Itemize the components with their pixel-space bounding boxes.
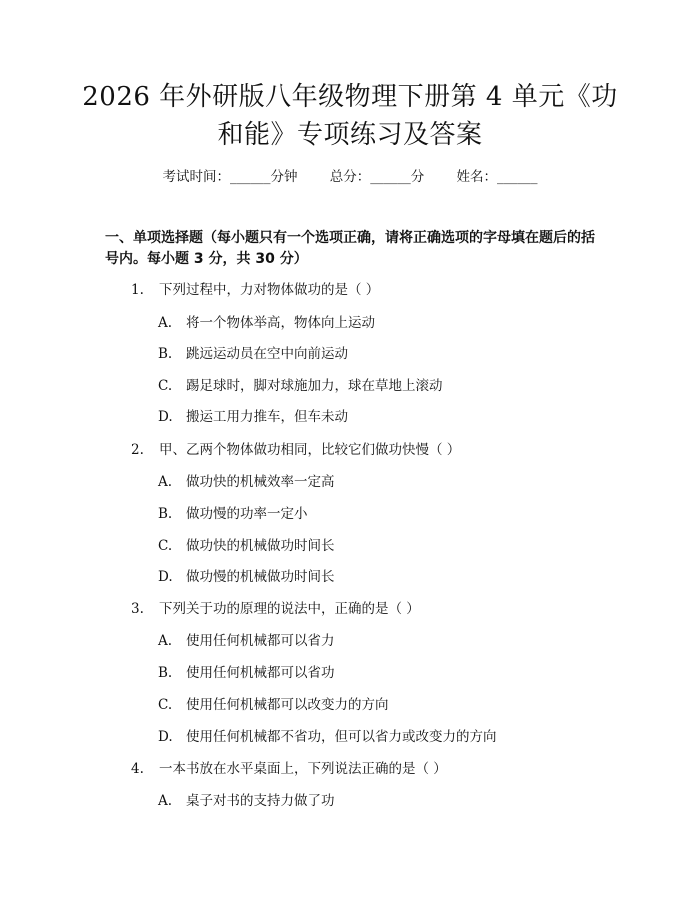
option — [158, 663, 335, 683]
question — [131, 759, 447, 779]
option — [158, 631, 335, 651]
question-text: 一本书放在水平桌面上，下列说法正确的是（ ） — [159, 761, 447, 777]
option-text: 跳远运动员在空中向前运动 — [186, 346, 348, 362]
question-text: 下列关于功的原理的说法中，正确的是（ ） — [159, 601, 420, 617]
option-text: 踢足球时，脚对球施加力，球在草地上滚动 — [186, 378, 443, 394]
option-text: 搬运工用力推车，但车未动 — [186, 409, 348, 425]
question-text: 下列过程中，力对物体做功的是（ ） — [159, 282, 380, 298]
question-number: 4. — [131, 761, 144, 777]
document-title-line2: 和能》专项练习及答案 — [217, 120, 483, 150]
option — [158, 407, 348, 427]
question-text: 甲、乙两个物体做功相同，比较它们做功快慢（ ） — [159, 442, 461, 458]
option-letter: A. — [158, 315, 173, 331]
option-text: 做功快的机械做功时间长 — [186, 538, 335, 554]
option-letter: C. — [158, 697, 173, 713]
exam-time-field: 考试时间：______分钟 — [162, 169, 298, 185]
option-text: 做功慢的机械做功时间长 — [186, 569, 335, 585]
option-letter: D. — [158, 409, 173, 425]
option-letter: C. — [158, 378, 173, 394]
option-letter: A. — [158, 474, 173, 490]
option-text: 使用任何机械都可以省力 — [186, 633, 335, 649]
option-letter: A. — [158, 793, 173, 809]
section-heading-line1: 一、单项选择题（每小题只有一个选项正确，请将正确选项的字母填在题后的括 — [105, 230, 595, 246]
option — [158, 376, 443, 396]
option — [158, 344, 348, 364]
question — [131, 599, 420, 619]
option — [158, 472, 335, 492]
option-letter: D. — [158, 729, 173, 745]
document-title-line1: 2026 年外研版八年级物理下册第 4 单元《功 — [82, 82, 618, 112]
option-text: 桌子对书的支持力做了功 — [186, 793, 335, 809]
option — [158, 536, 335, 556]
option-text: 使用任何机械都可以改变力的方向 — [186, 697, 389, 713]
option-text: 做功慢的功率一定小 — [186, 506, 308, 522]
question-number: 2. — [131, 442, 144, 458]
option-text: 做功快的机械效率一定高 — [186, 474, 335, 490]
total-score-field: 总分：______分 — [329, 169, 425, 185]
option — [158, 727, 497, 747]
option-letter: C. — [158, 538, 173, 554]
option-letter: B. — [158, 665, 173, 681]
question-number: 1. — [131, 282, 144, 298]
option-letter: B. — [158, 506, 173, 522]
option — [158, 695, 389, 715]
name-field: 姓名：______ — [456, 169, 538, 185]
option-text: 使用任何机械都可以省功 — [186, 665, 335, 681]
option — [158, 504, 308, 524]
option-letter: A. — [158, 633, 173, 649]
option — [158, 791, 335, 811]
option — [158, 313, 375, 333]
question — [131, 280, 379, 300]
option-letter: B. — [158, 346, 173, 362]
question — [131, 440, 460, 460]
section-heading-line2: 号内。每小题 3 分，共 30 分） — [105, 251, 308, 267]
option-text: 将一个物体举高，物体向上运动 — [186, 315, 375, 331]
option-letter: D. — [158, 569, 173, 585]
exam-info — [0, 167, 700, 187]
option-text: 使用任何机械都不省功，但可以省力或改变力的方向 — [186, 729, 497, 745]
question-number: 3. — [131, 601, 144, 617]
option — [158, 567, 335, 587]
